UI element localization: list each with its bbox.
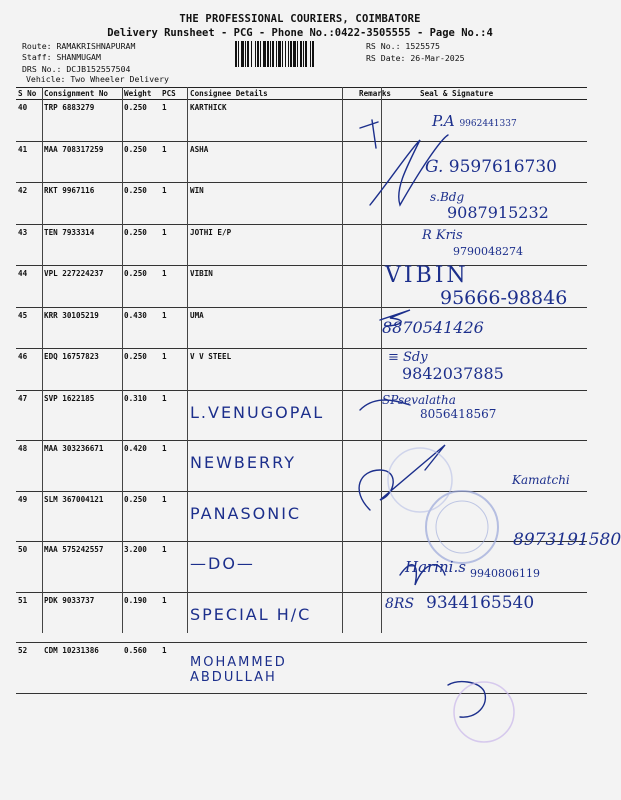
row-consignee xyxy=(188,491,357,542)
row-consignment-no: MAA 575242557 xyxy=(42,542,122,593)
row-weight: 0.250 xyxy=(122,266,160,308)
table-row xyxy=(16,307,587,349)
table-row xyxy=(16,390,587,441)
row-consignment-no: EDQ 16757823 xyxy=(42,349,122,391)
row-consignee-handwritten: —DO— xyxy=(190,554,255,573)
signature-47: 8056418567 xyxy=(420,407,497,421)
row-pcs: 1 xyxy=(160,390,188,441)
row-sno: 45 xyxy=(16,307,42,349)
row-consignee: KARTHICK xyxy=(188,100,357,142)
col-signature: Seal & Signature xyxy=(396,88,587,100)
row-pcs: 1 xyxy=(160,100,188,142)
row-pcs: 1 xyxy=(160,266,188,308)
row-sno: 47 xyxy=(16,390,42,441)
row-consignee-handwritten: SPECIAL H/C xyxy=(190,604,312,624)
signature-44: 95666-98846 xyxy=(440,287,568,309)
row-consignee xyxy=(188,542,357,593)
col-consignee: Consignee Details xyxy=(188,88,357,100)
signature-50: 8973191580 xyxy=(513,530,621,550)
row-sno: 40 xyxy=(16,100,42,142)
rs-date: RS Date: 26-Mar-2025 xyxy=(366,53,465,63)
row-sno: 41 xyxy=(16,141,42,183)
row-sno: 52 xyxy=(16,643,42,694)
row-seal-signature xyxy=(396,643,587,694)
signature-46: 9842037885 xyxy=(402,364,504,383)
row-pcs: 1 xyxy=(160,224,188,266)
signature-47-name: SPsevalatha xyxy=(382,393,456,407)
row-consignment-no: KRR 30105219 xyxy=(42,307,122,349)
row-remarks xyxy=(357,441,396,492)
row-sno: 51 xyxy=(16,592,42,643)
signature-52: 9344165540 xyxy=(426,593,535,613)
row-remarks xyxy=(357,491,396,542)
row-weight: 0.250 xyxy=(122,141,160,183)
row-consignee-handwritten: PANASONIC xyxy=(190,503,302,523)
staff-label: Staff: SHANMUGAM xyxy=(22,52,101,62)
signature-49: Kamatchi xyxy=(512,473,570,487)
row-consignee-handwritten: NEWBERRY xyxy=(190,453,296,472)
row-weight: 0.560 xyxy=(122,643,160,694)
row-remarks xyxy=(357,542,396,593)
row-consignee: WIN xyxy=(188,183,357,225)
row-consignment-no: SVP 1622185 xyxy=(42,390,122,441)
signature-52-name: 8RS xyxy=(385,596,415,612)
row-consignment-no: SLM 367004121 xyxy=(42,491,122,542)
row-consignment-no: MAA 708317259 xyxy=(42,141,122,183)
rs-number: RS No.: 1525575 xyxy=(366,41,440,51)
row-sno: 46 xyxy=(16,349,42,391)
row-consignment-no: PDK 9033737 xyxy=(42,592,122,643)
row-pcs: 1 xyxy=(160,491,188,542)
signature-46-name: ≡ Sdy xyxy=(388,350,428,365)
row-pcs: 1 xyxy=(160,592,188,643)
row-weight: 0.250 xyxy=(122,100,160,142)
row-sno: 42 xyxy=(16,183,42,225)
route-label: Route: RAMAKRISHNAPURAM xyxy=(22,41,136,51)
signature-45: 8870541426 xyxy=(382,318,484,337)
col-remarks: Remarks xyxy=(357,88,396,100)
row-sno: 44 xyxy=(16,266,42,308)
row-weight: 0.250 xyxy=(122,183,160,225)
row-remarks xyxy=(357,183,396,225)
table-header-row xyxy=(16,88,587,100)
row-pcs: 1 xyxy=(160,141,188,183)
row-consignment-no: CDM 10231386 xyxy=(42,643,122,694)
table-row xyxy=(16,643,587,694)
row-consignee xyxy=(188,643,357,694)
row-weight: 0.190 xyxy=(122,592,160,643)
row-weight: 0.250 xyxy=(122,349,160,391)
row-weight: 0.430 xyxy=(122,307,160,349)
row-consignee: VIBIN xyxy=(188,266,357,308)
signature-43: 9790048274 xyxy=(453,245,523,258)
barcode xyxy=(235,41,353,67)
col-weight: Weight xyxy=(122,88,160,100)
row-consignment-no: MAA 303236671 xyxy=(42,441,122,492)
row-weight: 0.310 xyxy=(122,390,160,441)
row-consignment-no: TRP 6883279 xyxy=(42,100,122,142)
signature-40: P.A 9962441337 xyxy=(432,112,517,130)
row-remarks xyxy=(357,100,396,142)
row-pcs: 1 xyxy=(160,183,188,225)
col-consignment: Consignment No xyxy=(42,88,122,100)
row-consignee xyxy=(188,441,357,492)
row-pcs: 1 xyxy=(160,542,188,593)
row-pcs: 1 xyxy=(160,349,188,391)
barcode-bar xyxy=(312,41,314,67)
row-consignment-no: RKT 9967116 xyxy=(42,183,122,225)
row-consignee: V V STEEL xyxy=(188,349,357,391)
signature-51-name: Harini.s xyxy=(405,558,466,576)
signature-43-name: R Kris xyxy=(422,228,463,243)
col-pcs: PCS xyxy=(160,88,188,100)
vehicle-label: Vehicle: Two Wheeler Delivery xyxy=(26,74,169,84)
row-consignee: UMA xyxy=(188,307,357,349)
row-pcs: 1 xyxy=(160,441,188,492)
drs-number: DRS No.: DCJB152557504 xyxy=(22,64,131,74)
row-remarks xyxy=(357,224,396,266)
row-weight: 0.420 xyxy=(122,441,160,492)
row-remarks xyxy=(357,141,396,183)
row-sno: 50 xyxy=(16,542,42,593)
row-consignee-handwritten: L.VENUGOPAL xyxy=(190,402,325,422)
table-row xyxy=(16,491,587,542)
company-title: THE PROFESSIONAL COURIERS, COIMBATORE xyxy=(179,13,421,25)
row-sno: 49 xyxy=(16,491,42,542)
row-consignment-no: VPL 227224237 xyxy=(42,266,122,308)
row-consignee xyxy=(188,592,357,643)
row-weight: 3.200 xyxy=(122,542,160,593)
signature-42: 9087915232 xyxy=(447,203,549,222)
signature-44-name: VIBIN xyxy=(385,263,469,288)
col-sno: S No xyxy=(16,88,42,100)
row-consignment-no: TEN 7933314 xyxy=(42,224,122,266)
row-weight: 0.250 xyxy=(122,491,160,542)
row-weight: 0.250 xyxy=(122,224,160,266)
row-sno: 43 xyxy=(16,224,42,266)
row-consignee: JOTHI E/P xyxy=(188,224,357,266)
table-row xyxy=(16,441,587,492)
row-pcs: 1 xyxy=(160,643,188,694)
row-sno: 48 xyxy=(16,441,42,492)
row-remarks xyxy=(357,643,396,694)
row-pcs: 1 xyxy=(160,307,188,349)
signature-51: 9940806119 xyxy=(470,567,540,580)
row-consignee-handwritten: MOHAMMED ABDULLAH xyxy=(190,655,287,685)
signature-41: G. 9597616730 xyxy=(425,157,557,177)
runsheet-subtitle: Delivery Runsheet - PCG - Phone No.:0422-3505555 - Page No.:4 xyxy=(107,27,493,39)
signature-42-name: s.Bdg xyxy=(430,190,465,204)
row-consignee: ASHA xyxy=(188,141,357,183)
row-consignee xyxy=(188,390,357,441)
